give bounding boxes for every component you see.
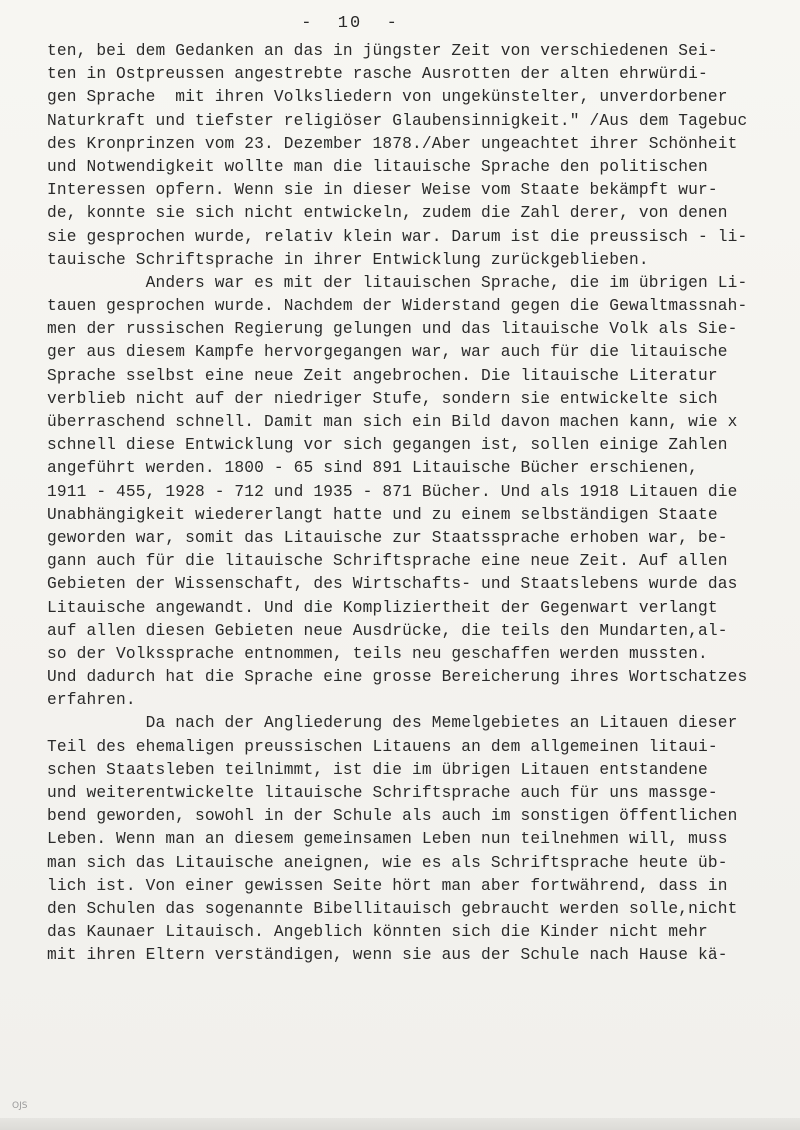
text-line: man sich das Litauische aneignen, wie es als Schriftsprache heute üb- [47, 853, 728, 872]
text-line: und weiterentwickelte litauische Schriftsprache auch für uns massge- [47, 784, 718, 802]
text-line: Naturkraft und tiefster religiöser Glaubensinnigkeit." /Aus dem Tagebuc [47, 111, 748, 130]
text-line: Anders war es mit der litauischen Sprache, die im übrigen Li- [47, 273, 748, 292]
text-line: ger aus diesem Kampfe hervorgegangen war, war auch für die litauische [47, 343, 728, 362]
text-line: lich ist. Von einer gewissen Seite hört man aber fortwährend, dass in [47, 876, 728, 895]
text-line: gann auch für die litauische Schriftsprache eine neue Zeit. Auf allen [47, 552, 728, 571]
page-bottom-edge [0, 1118, 800, 1130]
text-line: mit ihren Eltern verständigen, wenn sie aus der Schule nach Hause kä- [47, 946, 728, 965]
text-line: so der Volkssprache entnommen, teils neu geschaffen werden mussten. [47, 644, 708, 663]
text-line: Teil des ehemaligen preussischen Litauens an dem allgemeinen litaui- [47, 737, 718, 756]
text-line: Gebieten der Wissenschaft, des Wirtschafts- und Staatslebens wurde das [47, 575, 738, 594]
text-line: den Schulen das sogenannte Bibellitauisch gebraucht werden solle,nicht [47, 899, 738, 918]
text-line: Leben. Wenn man an diesem gemeinsamen Leben nun teilnehmen will, muss [47, 830, 728, 849]
text-line: tauen gesprochen wurde. Nachdem der Widerstand gegen die Gewaltmassnah- [47, 297, 748, 316]
text-line: de, konnte sie sich nicht entwickeln, zudem die Zahl derer, von denen [47, 204, 728, 223]
text-line: ten in Ostpreussen angestrebte rasche Ausrotten der alten ehrwürdi- [47, 65, 708, 84]
text-line: sie gesprochen wurde, relativ klein war. Darum ist die preussisch - li- [47, 227, 748, 246]
body-text [47, 40, 799, 968]
page-number: - 10 - [301, 14, 399, 33]
text-line: angeführt werden. 1800 - 65 sind 891 Litauische Bücher erschienen, [47, 459, 699, 478]
text-line: das Kaunaer Litauisch. Angeblich könnten sich die Kinder nicht mehr [47, 923, 708, 942]
text-line: Unabhängigkeit wiedererlangt hatte und zu einem selbständigen Staate [47, 505, 718, 524]
text-line: Litauische angewandt. Und die Kompliziertheit der Gegenwart verlangt [47, 598, 718, 617]
text-line: auf allen diesen Gebieten neue Ausdrücke, die teils den Mundarten,al- [47, 621, 728, 640]
text-line: des Kronprinzen vom 23. Dezember 1878./Aber ungeachtet ihrer Schönheit [47, 134, 738, 153]
text-line: tauische Schriftsprache in ihrer Entwicklung zurückgeblieben. [47, 250, 649, 269]
text-line: erfahren. [47, 691, 136, 710]
text-line: bend geworden, sowohl in der Schule als auch im sonstigen öffentlichen [47, 807, 738, 826]
text-line: verblieb nicht auf der niedriger Stufe, sondern sie entwickelte sich [47, 389, 718, 408]
text-line: schen Staatsleben teilnimmt, ist die im übrigen Litauen entstandene [47, 760, 708, 779]
text-line: gen Sprache mit ihren Volksliedern von ungekünstelter, unverdorbener [47, 88, 728, 107]
text-line: ten, bei dem Gedanken an das in jüngster Zeit von verschiedenen Sei- [47, 42, 718, 60]
text-line: und Notwendigkeit wollte man die litauische Sprache den politischen [47, 157, 708, 176]
text-line: Da nach der Angliederung des Memelgebietes an Litauen dieser [47, 714, 738, 733]
text-line: men der russischen Regierung gelungen und das litauische Volk als Sie- [47, 320, 738, 339]
text-line: Interessen opfern. Wenn sie in dieser Weise vom Staate bekämpft wur- [47, 181, 718, 200]
text-line: geworden war, somit das Litauische zur Staatssprache erhoben war, be- [47, 528, 728, 547]
text-line: Sprache sselbst eine neue Zeit angebrochen. Die litauische Literatur [47, 366, 718, 385]
text-line: überraschend schnell. Damit man sich ein Bild davon machen kann, wie x [47, 413, 738, 431]
text-line: Und dadurch hat die Sprache eine grosse Bereicherung ihres Wortschatzes [47, 668, 748, 687]
text-line: schnell diese Entwicklung vor sich gegangen ist, sollen einige Zahlen [47, 436, 728, 455]
text-line: 1911 - 455, 1928 - 712 und 1935 - 871 Bücher. Und als 1918 Litauen die [47, 482, 738, 501]
archive-stamp: OJS [12, 1101, 28, 1111]
